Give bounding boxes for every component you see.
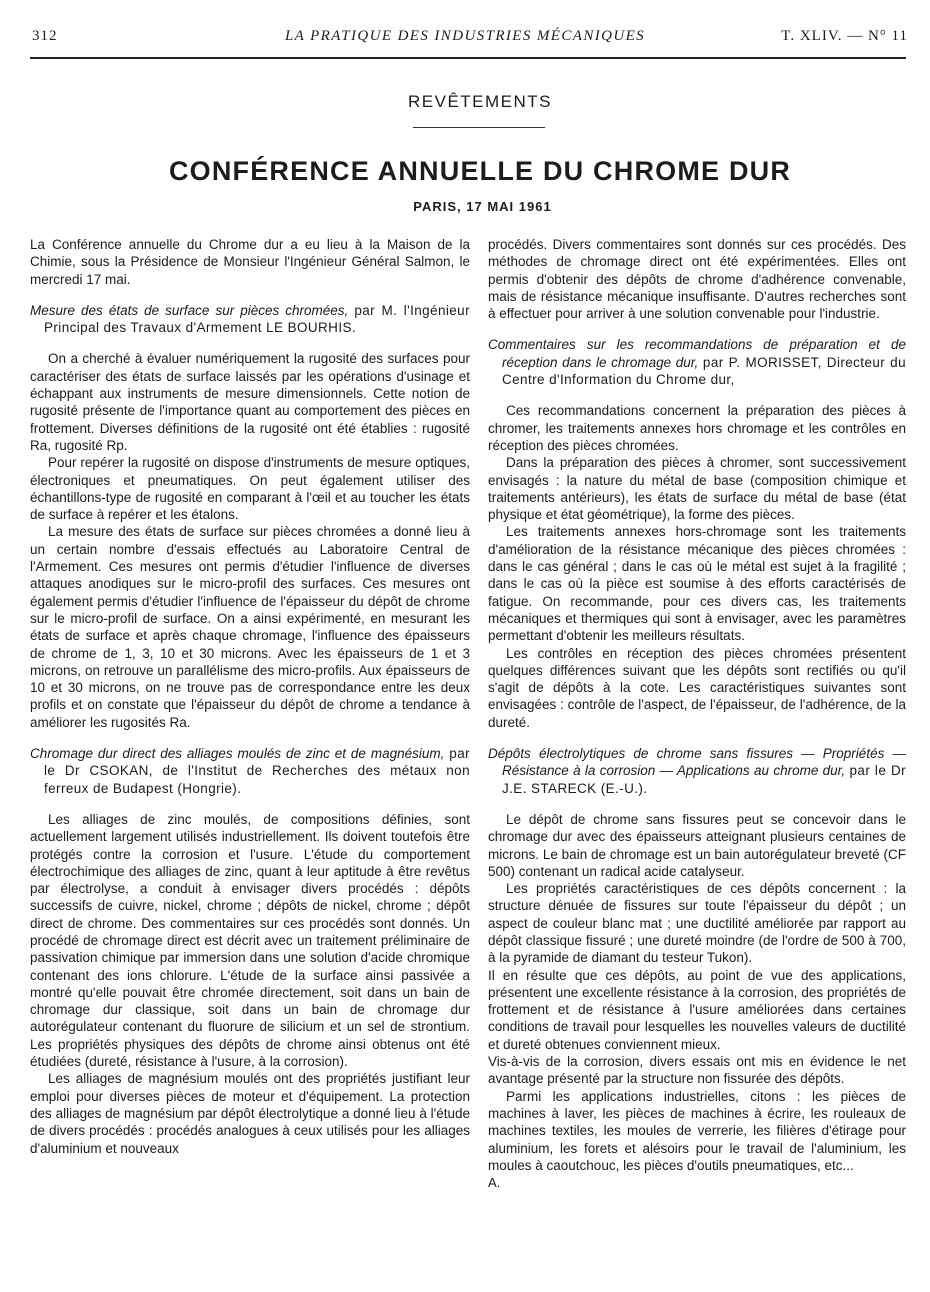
- article-4-paragraph: Il en résulte que ces dépôts, au point de vue des applications, présentent une excellente résistance à la corrosion, des propriétés de frottement et de résistance à l'usure améliorées dans certaines conditions de travail pour lesquelles les nouvelles valeurs de ductilité et dureté obtenues conviennent mieux.: [488, 967, 906, 1052]
- article-4-author: par le Dr J.E. STARECK (E.-U.).: [502, 763, 906, 796]
- left-column: [30, 236, 470, 1157]
- article-1-title: Mesure des états de surface sur pièces chromées,: [30, 302, 349, 318]
- article-1-author: par M. l'Ingénieur Principal des Travaux d'Armement LE BOURHIS.: [44, 302, 470, 336]
- page-number: 312: [32, 28, 58, 44]
- article-2-paragraph: Les alliages de zinc moulés, de compositions définies, sont actuellement largement utilisés industriellement. Ils doivent toutefois être protégés contre la corrosion et l'usure. L'étude du comportement électrochimique des alliages de zinc, quant à leur aptitude à être revêtus par électrolyse, a conduit à envisager divers procédés : dépôts successifs de cuivre, nickel, chrome ; dépôts de nickel, chrome ; dépôt direct de chrome. Des commentaires sur ces procédés sont donnés. Un procédé de chromage direct est décrit avec un traitement préliminaire de passivation chimique par immersion dans une solution d'acide chromique contenant des ions chlorure. L'étude de la surface ainsi passivée a montré qu'elle pouvait être chromée directement, soit dans un bain de chromage dur classique, soit dans un bain de chromage dur autorégulateur contenant du fluorure de silicium et un sel de strontium. Les propriétés physiques des dépôts de chrome ainsi obtenus ont été étudiées (dureté, résistance à l'usure, à la corrosion).: [30, 811, 470, 1070]
- right-column: [488, 236, 906, 1191]
- article-2-heading: [30, 745, 470, 797]
- page-subtitle: PARIS, 17 MAI 1961: [413, 199, 552, 214]
- article-3-heading: [488, 336, 906, 388]
- article-3-paragraph: Dans la préparation des pièces à chromer, sont successivement envisagés : la nature du métal de base (composition chimique et traitements antérieurs), les états de surface du métal de base (état physique et état géométrique), la forme des pièces.: [488, 455, 906, 523]
- article-1-paragraph: On a cherché à évaluer numériquement la rugosité des surfaces pour caractériser des états de surface laissés par les opérations d'usinage et échappant aux instruments de mesure dimensionnels. Cette notion de rugosité présente de l'importance quant au comportement des pièces en frottement. Diverses définitions de la rugosité ont été établies : rugosité Ra, rugosité Rp.: [30, 351, 470, 453]
- article-2-author: par le Dr CSOKAN, de l'Institut de Recherches des métaux non ferreux de Budapest (Hongrie).: [44, 746, 470, 796]
- header-rule: [30, 57, 906, 59]
- section-label: REVÊTEMENTS: [407, 92, 553, 111]
- article-4-paragraph: Parmi les applications industrielles, citons : les pièces de machines à laver, les pièces de machines à écrire, les rouleaux de machines textiles, les moules de verrerie, les filières d'étirage pour aluminium, les forets et alésoirs pour le travail de l'aluminium, les moules à caoutchouc, les pièces d'outils pneumatiques, etc...: [488, 1088, 906, 1173]
- article-4-paragraph: Le dépôt de chrome sans fissures peut se concevoir dans le chromage dur avec des épaisseurs atteignant plusieurs centaines de microns. Le bain de chromage est un bain autorégulateur breveté (CF 500) contenant un radical acide catalyseur.: [488, 811, 906, 879]
- article-4-title: Dépôts électrolytiques de chrome sans fissures — Propriétés — Résistance à la corrosion — Applications au chrome dur,: [488, 746, 906, 779]
- article-1-heading: [30, 302, 470, 337]
- article-3-paragraph: Ces recommandations concernent la préparation des pièces à chromer, les traitements annexes hors chromage et les contrôles en réception des pièces chromées.: [488, 403, 906, 453]
- article-3-author: par P. MORISSET, Directeur du Centre d'Information du Chrome dur,: [502, 354, 906, 388]
- article-1-paragraph: Pour repérer la rugosité on dispose d'instruments de mesure optiques, électroniques et pneumatiques. On peut également utiliser des échantillons-type de rugosité en comparant à l'œil et au toucher les états de surface à repérer et les étalons.: [30, 455, 470, 523]
- intro-paragraph: La Conférence annuelle du Chrome dur a eu lieu à la Maison de la Chimie, sous la Présidence de Monsieur l'Ingénieur Général Salmon, le mercredi 17 mai.: [30, 237, 470, 287]
- article-4-paragraph: Vis-à-vis de la corrosion, divers essais ont mis en évidence le net avantage présenté par la structure non fissurée des dépôts.: [488, 1054, 906, 1087]
- journal-title: LA PRATIQUE DES INDUSTRIES MÉCANIQUES: [284, 28, 646, 44]
- article-4-paragraph: Les propriétés caractéristiques de ces dépôts concernent : la structure dénuée de fissures sur toute l'épaisseur du dépôt ; un aspect de couleur blanc mat ; une ductilité améliorée par rapport au dépôt classique fissuré ; une dureté moindre (de l'ordre de 500 à 700, à la pyramide de diamant du testeur Tukon).: [488, 881, 906, 966]
- article-3-paragraph: Les traitements annexes hors-chromage sont les traitements d'amélioration de la résistance mécanique des pièces chromées : dans le cas général ; dans le cas où le métal est sujet à la fragilité ; dans le cas où la pièce est soumise à des efforts caractérisés de fatigue. On recommande, pour ces divers cas, les traitements mécaniques et thermiques qui sont à envisager, avec les paramètres permettant d'obtenir les meilleurs résultats.: [488, 524, 906, 644]
- article-4-heading: [488, 745, 906, 797]
- article-2-paragraph: Les alliages de magnésium moulés ont des propriétés justifiant leur emploi pour diverses pièces de moteur et d'équipement. La protection des alliages de magnésium par dépôt électrolytique a donné lieu à l'étude de divers procédés : procédés analogues à ceux utilisés pour les alliages d'aluminium et nouveaux: [30, 1071, 470, 1156]
- article-2-title: Chromage dur direct des alliages moulés de zinc et de magnésium,: [30, 746, 445, 762]
- article-2-paragraph-continued: procédés. Divers commentaires sont donnés sur ces procédés. Des méthodes de chromage direct ont été expérimentées. Elles ont permis d'obtenir des dépôts de chrome d'adhérence convenable, mais de résistance mécanique insuffisante. D'autres recherches sont à effectuer pour arriver à une solution convenable pour l'industrie.: [488, 237, 906, 322]
- signature: A.: [488, 1175, 501, 1191]
- article-1-paragraph: La mesure des états de surface sur pièces chromées a donné lieu à un certain nombre d'essais effectués au Laboratoire Central de l'Armement. Ces mesures ont permis d'étudier l'influence de diverses attaques anodiques sur le micro-profil des surfaces. Ces mesures ont également permis d'étudier l'influence de l'épaisseur du dépôt de chrome sur le micro-profil de surface. On a ainsi expérimenté, en mesurant les états de surface et après chaque chromage, l'influence des épaisseurs de chrome de 1, 3, 10 et 30 microns. Avec les épaisseurs de 1 et 3 microns, on retrouve un parallélisme des micro-profils. Aux épaisseurs de 10 et 30 microns, on ne trouve pas de correspondance entre les deux profils et on constate que l'épaisseur du dépôt de chrome a tendance à améliorer les rugosités Ra.: [30, 524, 470, 730]
- section-rule: [413, 127, 545, 128]
- article-3-paragraph: Les contrôles en réception des pièces chromées présentent quelques différences suivant que les dépôts sont rectifiés ou qu'il s'agit de dépôts à la cote. Les caractéristiques suivantes sont envisagées : contrôle de l'aspect, de l'épaisseur, de l'adhérence, de la dureté.: [488, 645, 906, 730]
- volume-number: T. XLIV. — N° 11: [781, 28, 908, 44]
- page-title: CONFÉRENCE ANNUELLE DU CHROME DUR: [168, 156, 792, 186]
- article-3-title: Commentaires sur les recommandations de préparation et de réception dans le chromage dur,: [488, 337, 906, 370]
